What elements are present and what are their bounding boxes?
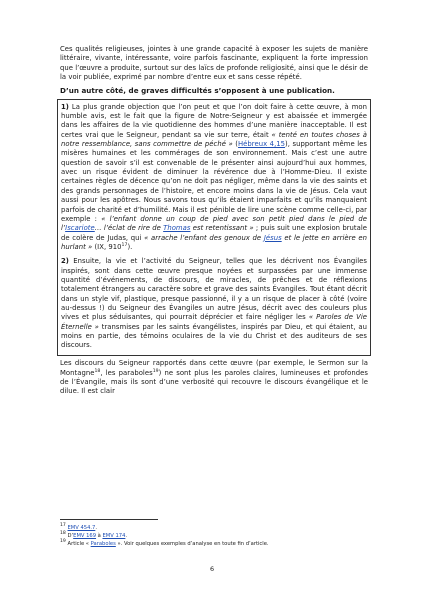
footnote-text: à xyxy=(96,533,103,540)
link-emv-454-7[interactable]: EMV 454.7 xyxy=(67,525,96,531)
link-jesus[interactable]: Jésus xyxy=(263,233,282,242)
footnote-text: . xyxy=(125,533,128,540)
objection-1-text-c: ), supportant même les misères humaines et les commérages de son environnement. Mais c’est une autre question de savoir s’il est convenable de le présenter ainsi aujourd’hui aux hommes, avec un risque évident de diminuer la révérence due à l’Homme-Dieu. Il existe certaines règles de décence qu’on ne doit pas négliger, même dans la vie des saints et des grands personnages de l’histoire, et encore moins dans la vie de Jésus. Cela vaut aussi pour les apôtres. Nous savons tous qu’ils étaient imparfaits et qu’ils manquaient parfois de charité et d’humilité. Mais il est pénible de lire une scène comme celle-ci, par exemple : xyxy=(61,140,367,223)
objection-1-text-e: (IX, 910 xyxy=(92,242,122,251)
footnote-divider xyxy=(60,519,158,520)
footnote-number: 17 xyxy=(60,523,66,528)
footnote-ref-17[interactable]: 17 xyxy=(121,242,128,248)
closing-text-a: Les discours du Seigneur rapportés dans cette œuvre (par exemple, le Sermon sur la Montagne xyxy=(60,359,368,377)
objection-2-number: 2) xyxy=(61,257,69,266)
objection-2-text-a: Ensuite, la vie et l’activité du Seigneur, telles que les décrivent nos Évangiles inspirés, sont dans cette œuvre presque noyées et surpassées par une immense quantité d’événements, de discours, de miracles, de prêches et de réflexions totalement étrangers au caractère sobre et grave des saints Évangiles. Tout étant décrit dans un style vif, plastique, presque passionné, il y a un risque de placer à côté (voire au-dessus !) du Seigneur des Évangiles un autre Jésus, décrit avec des couleurs plus vives et plus séduisantes, qui pourrait déprécier et faire négliger les xyxy=(61,257,367,322)
footnote-text: . xyxy=(95,525,97,531)
quote-enfant-a: « l’enfant donne un coup de pied avec son petit pied dans le pied de l’ xyxy=(61,214,367,233)
quote-hebrews: « tenté en toutes choses à notre ressemblance, sans commettre de péché » xyxy=(61,130,367,149)
footnote-ref-19[interactable]: 19 xyxy=(152,368,159,374)
page-number: 6 xyxy=(209,565,215,573)
intro-paragraph: Ces qualités religieuses, jointes à une grande capacité à exposer les sujets de manière littéraire, vivante, intéressante, voire parfois fascinante, expliquent la forte impression que l’œuvre a produite, surtout sur des laïcs de profonde religiosité, ainsi que le désir de la voir publiée, exprimé par nombre d’entre eux et sans cesse répété. xyxy=(60,45,368,82)
footnote-18 xyxy=(60,532,368,540)
objection-2-paragraph xyxy=(61,257,367,350)
objection-2-text-b: transmises par les saints évangélistes, inspirés par Dieu, et qui étaient, au moins en partie, des témoins oculaires de la vie du Christ et des auditeurs de ses discours. xyxy=(61,322,367,350)
footnote-text: Article « xyxy=(67,541,91,548)
link-hebreux[interactable]: Hébreux 4,15 xyxy=(237,140,286,149)
objection-1-text-d: ; puis suit une explosion brutale de colère de Judas, qui xyxy=(61,224,368,242)
link-paraboles[interactable]: Paraboles xyxy=(90,541,116,548)
objection-1-paragraph xyxy=(61,103,367,253)
footnote-number: 18 xyxy=(60,531,66,537)
section-heading: D’un autre côté, de graves difficultés s’opposent à une publication. xyxy=(60,86,335,96)
link-emv-174[interactable]: EMV 174 xyxy=(102,533,126,540)
objection-1-text-a: La plus grande objection que l’on peut et que l’on doit faire à cette œuvre, à mon humble avis, est le fait que la figure de Notre-Seigneur y est abaissée et immergée dans les affaires de la vie quotidienne des hommes d’une manière inacceptable. Il est certes vrai que le Seigneur, pendant sa vie sur terre, était xyxy=(61,102,367,139)
closing-paragraph xyxy=(60,359,368,396)
quote-enfant-b: … l’éclat de rire de xyxy=(94,224,164,233)
link-thomas[interactable]: Thomas xyxy=(163,224,191,233)
footnote-17 xyxy=(60,524,368,532)
quote-judas-a: « arrache l’enfant des genoux de xyxy=(144,233,264,242)
link-emv-169[interactable]: EMV 169 xyxy=(73,533,97,540)
footnote-number: 19 xyxy=(60,539,66,545)
footnote-text: D’ xyxy=(67,533,74,540)
link-iscariote[interactable]: Iscariote xyxy=(65,224,95,233)
objections-box xyxy=(57,99,371,356)
objection-1-number: 1) xyxy=(61,102,69,111)
quote-paroles-de-vie: « Paroles de Vie Éternelle » xyxy=(61,313,368,331)
footnote-19 xyxy=(60,540,368,548)
footnote-ref-18[interactable]: 18 xyxy=(94,368,101,374)
closing-text-c: ) ne sont plus les paroles claires, lumineuses et profondes de l’Évangile, mais ils sont d’une verbosité qui recouvre le discours évangélique et le dilue. Il est clair xyxy=(60,368,368,396)
footnotes xyxy=(60,524,368,548)
quote-enfant-c: est retentissant » xyxy=(190,224,254,233)
footnote-text: ». Voir quelques exemples d’analyse en toute fin d’article. xyxy=(115,541,269,548)
objection-1-text-f: ). xyxy=(127,242,133,251)
objection-1-text-b: ( xyxy=(232,140,238,149)
quote-judas-b: et le jette en arrière en hurlant » xyxy=(61,233,367,251)
closing-text-b: , les paraboles xyxy=(100,368,153,377)
body-text xyxy=(60,45,368,402)
